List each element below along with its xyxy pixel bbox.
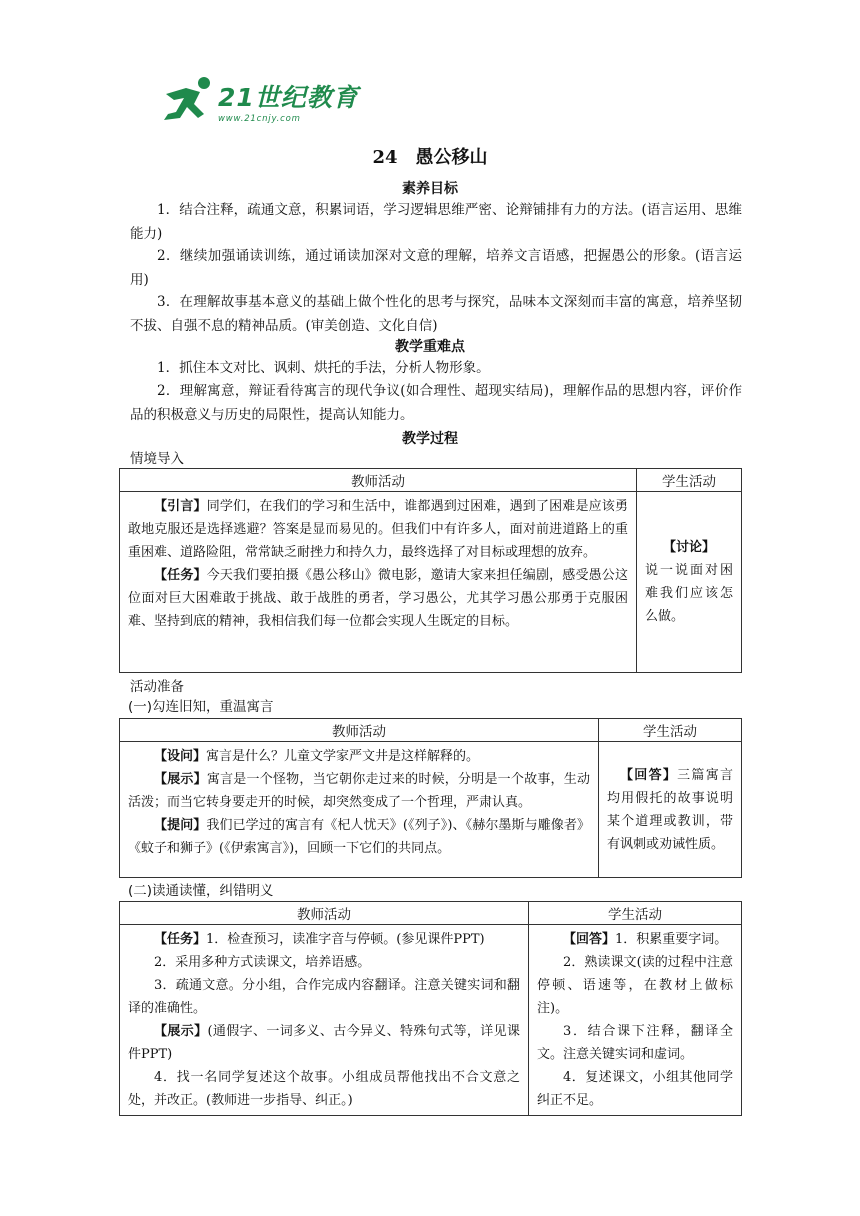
activity-paragraph: 【引言】同学们，在我们的学习和生活中，谁都遇到过困难，遇到了困难是应该勇敢地克服还是选择逃避？答案是显而易见的。但我们中有许多人，面对前进道路上的重重困难、道路险阻，常常缺乏耐挫力和持久力，最终选择了对目标或理想的放弃。: [128, 499, 628, 560]
section1-label: (一)勾连旧知，重温寓言: [128, 699, 274, 715]
logo-url: www.21cnjy.com: [218, 114, 301, 124]
process-heading: 教学过程: [402, 431, 458, 447]
activity-paragraph: 【回答】1．积累重要字词。: [563, 932, 728, 947]
col-teacher-header: 教师活动: [120, 469, 637, 492]
review-table: [119, 718, 742, 878]
activity-paragraph: 2．采用多种方式读课文，培养语感。: [154, 955, 371, 970]
key-point-item: 1．抓住本文对比、讽刺、烘托的手法，分析人物形象。: [157, 360, 490, 376]
col-student-header: 学生活动: [637, 469, 742, 492]
goals-heading: 素养目标: [402, 181, 458, 197]
teacher-activity-cell: [120, 742, 599, 878]
activity-paragraph: 【展示】(通假字、一词多义、古今异义、特殊句式等，详见课件PPT): [128, 1024, 520, 1062]
student-activity-cell: 【讨论】 说一说面对困难我们应该怎么做。: [637, 492, 742, 673]
activity-paragraph: 3．结合课下注释，翻译全文。注意关键实词和虚词。: [537, 1024, 733, 1062]
intro-table: [119, 468, 742, 673]
prep-label: 活动准备: [130, 679, 184, 695]
student-activity-cell: [529, 925, 742, 1116]
intro-label: 情境导入: [130, 451, 184, 467]
runner-icon: [160, 74, 216, 124]
col-teacher-header: 教师活动: [120, 902, 529, 925]
key-point-item: 2．理解寓意，辩证看待寓言的现代争议(如合理性、超现实结局)，理解作品的思想内容，评价作品的积极意义与历史的局限性，提高认知能力。: [130, 383, 742, 423]
reading-table: [119, 901, 742, 1116]
activity-paragraph: 4．找一名同学复述这个故事。小组成员帮他找出不合文意之处，并改正。(教师进一步指导、纠正。): [128, 1070, 520, 1108]
logo-name: 21世纪教育: [218, 83, 359, 112]
goal-item: 1．结合注释，疏通文意，积累词语，学习逻辑思维严密、论辩铺排有力的方法。(语言运用、思维能力): [130, 202, 742, 242]
col-student-header: 学生活动: [529, 902, 742, 925]
activity-paragraph: 【提问】我们已学过的寓言有《杞人忧天》(《列子》)、《赫尔墨斯与雕像者》《蚊子和狮子》(《伊索寓言》)，回顾一下它们的共同点。: [128, 818, 590, 856]
goal-item: 3．在理解故事基本意义的基础上做个性化的思考与探究，品味本文深刻而丰富的寓意，培养坚韧不拔、自强不息的精神品质。(审美创造、文化自信): [130, 294, 742, 334]
student-activity-cell: 【回答】三篇寓言均用假托的故事说明某个道理或教训，带有讽刺或劝诫性质。: [599, 742, 742, 878]
site-logo: [160, 70, 360, 130]
activity-paragraph: 3．疏通文意。分小组，合作完成内容翻译。注意关键实词和翻译的准确性。: [128, 978, 520, 1016]
goal-item: 2．继续加强诵读训练，通过诵读加深对文意的理解，培养文言语感，把握愚公的形象。(语言运用): [130, 248, 742, 288]
activity-paragraph: 2．熟读课文(读的过程中注意停顿、语速等，在教材上做标注)。: [537, 955, 733, 1016]
activity-paragraph: 【展示】寓言是一个怪物，当它朝你走过来的时候，分明是一个故事，生动活泼；而当它转身要走开的时候，却突然变成了一个哲理，严肃认真。: [128, 772, 590, 810]
key-points-heading: 教学重难点: [395, 339, 465, 355]
teacher-activity-cell: [120, 925, 529, 1116]
activity-paragraph: 【设问】寓言是什么？儿童文学家严文井是这样解释的。: [154, 749, 480, 764]
col-student-header: 学生活动: [599, 719, 742, 742]
activity-paragraph: 4．复述课文，小组其他同学纠正不足。: [537, 1070, 733, 1108]
lesson-title: 24 愚公移山: [372, 147, 488, 168]
section2-label: (二)读通读懂，纠错明义: [128, 883, 274, 899]
col-teacher-header: 教师活动: [120, 719, 599, 742]
activity-paragraph: 【任务】1．检查预习，读准字音与停顿。(参见课件PPT): [154, 932, 485, 947]
activity-paragraph: 【任务】今天我们要拍摄《愚公移山》微电影，邀请大家来担任编剧，感受愚公这位面对巨大困难敢于挑战、敢于战胜的勇者，学习愚公，尤其学习愚公那勇于克服困难、坚持到底的精神，我相信我们每一位都会实现人生既定的目标。: [128, 568, 628, 629]
teacher-activity-cell: [120, 492, 637, 673]
